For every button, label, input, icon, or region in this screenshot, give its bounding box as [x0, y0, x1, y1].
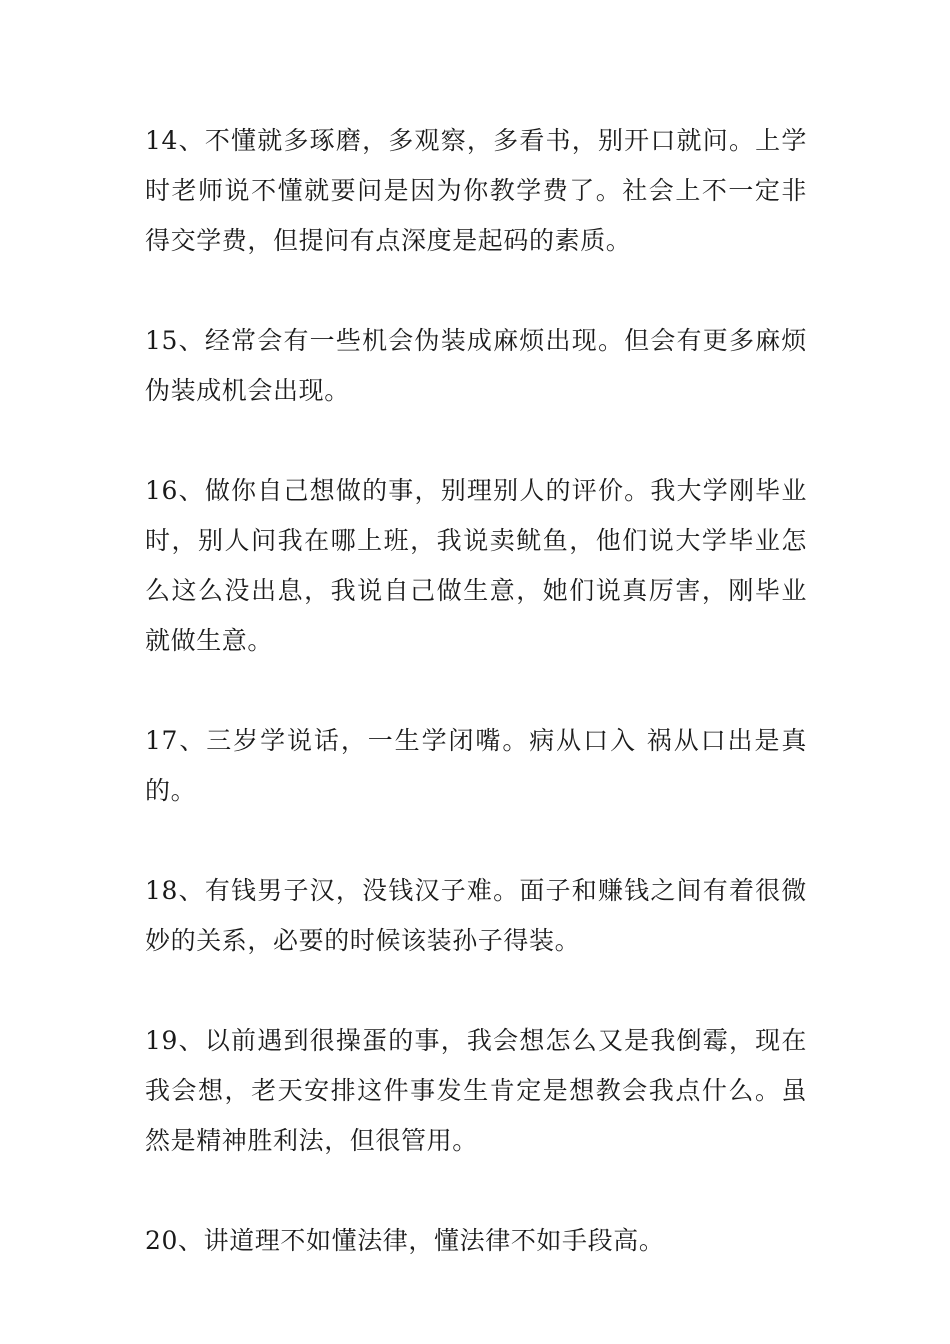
paragraph-15: 15、经常会有一些机会伪装成麻烦出现。但会有更多麻烦伪装成机会出现。	[145, 326, 807, 405]
paragraph-14: 14、不懂就多琢磨，多观察，多看书，别开口就问。上学时老师说不懂就要问是因为你教学费了。社会上不一定非得交学费，但提问有点深度是起码的素质。	[145, 126, 807, 255]
paragraph-16: 16、做你自己想做的事，别理别人的评价。我大学刚毕业时，别人问我在哪上班，我说卖鱿鱼，他们说大学毕业怎么这么没出息，我说自己做生意，她们说真厉害，刚毕业就做生意。	[145, 476, 807, 655]
paragraph-18: 18、有钱男子汉，没钱汉子难。面子和赚钱之间有着很微妙的关系，必要的时候该装孙子得装。	[145, 876, 807, 955]
paragraph-17: 17、三岁学说话，一生学闭嘴。病从口入 祸从口出是真的。	[145, 726, 807, 805]
document-body	[145, 116, 807, 1316]
paragraph-20: 20、讲道理不如懂法律，懂法律不如手段高。	[145, 1226, 665, 1255]
paragraph-19: 19、以前遇到很操蛋的事，我会想怎么又是我倒霉，现在我会想，老天安排这件事发生肯定是想教会我点什么。虽然是精神胜利法，但很管用。	[145, 1026, 807, 1155]
